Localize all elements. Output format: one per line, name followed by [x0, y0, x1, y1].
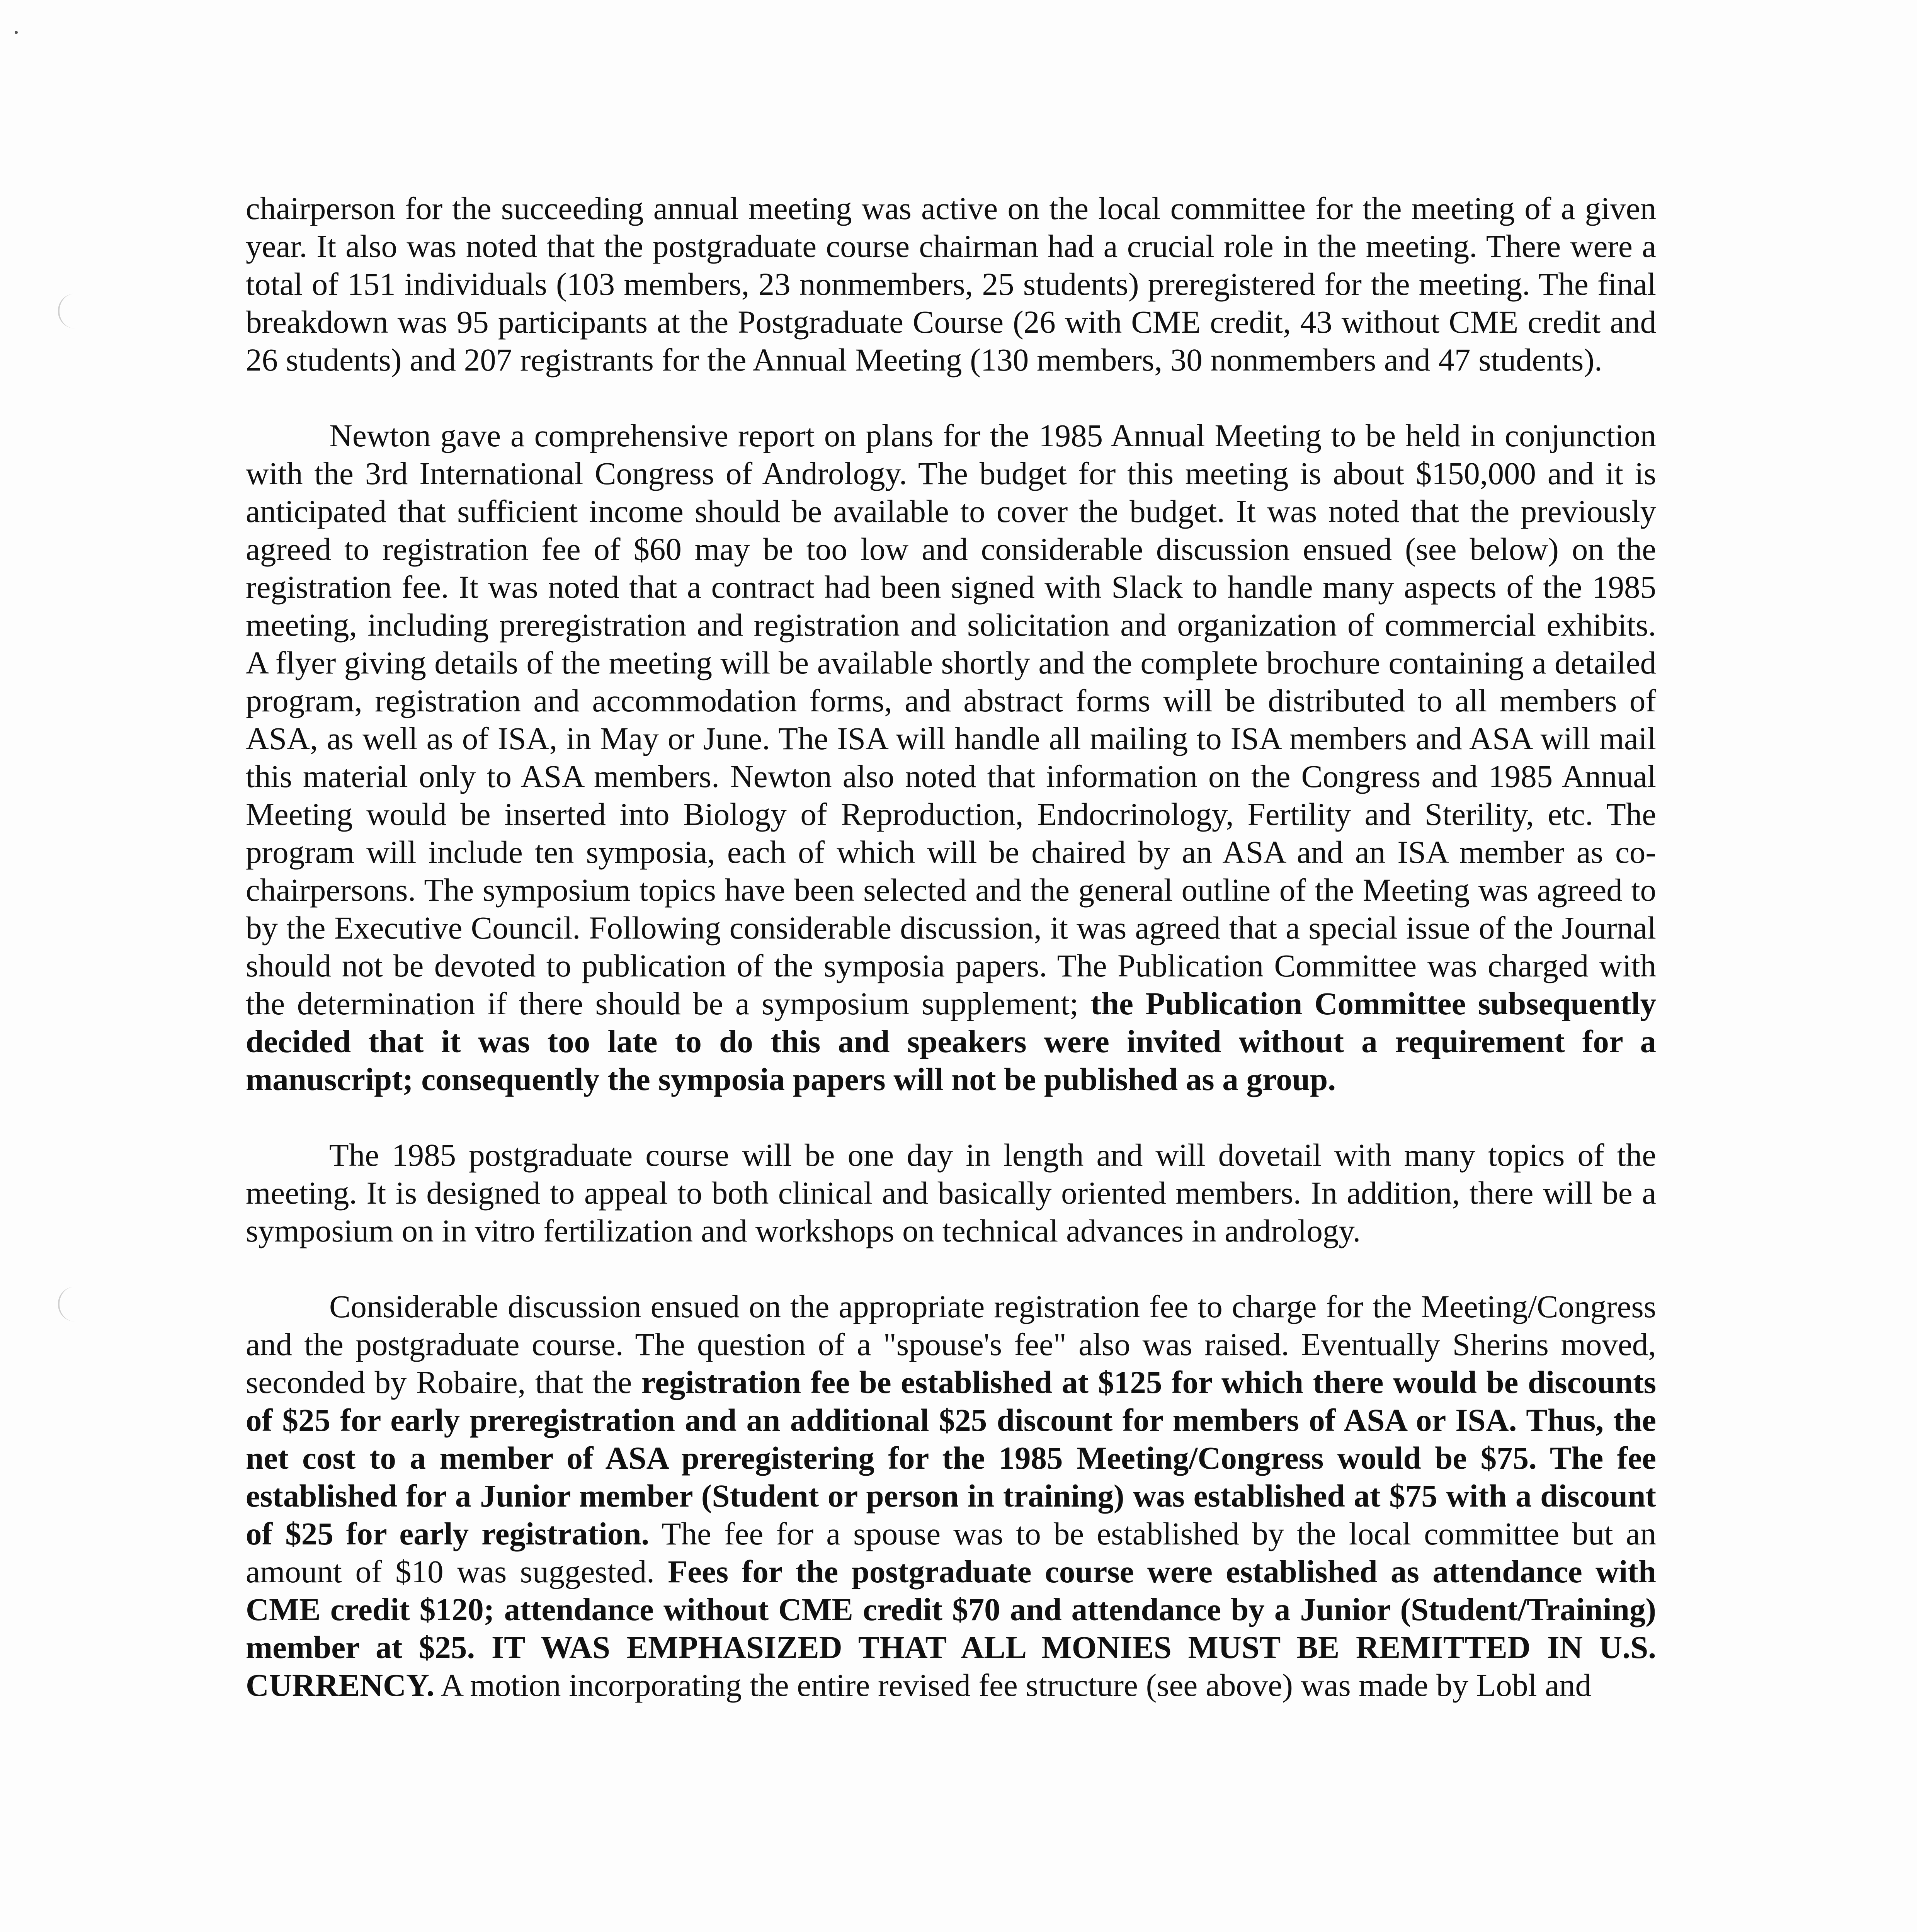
- scan-edge-mark: [58, 294, 75, 328]
- paragraph-4-text-b: The fee for a spouse was to be established by the local committee but an amount of $10 was suggested.: [246, 1516, 1656, 1589]
- speck: [15, 31, 18, 34]
- paragraph-4-text-a: Considerable discussion ensued on the appropriate registration fee to charge for the Meeting/Congress and the postgraduate course. The question of a "spouse's fee" also was raised. Eventually Sherins moved, seconded by Robaire, that the: [246, 1289, 1656, 1400]
- scan-edge-mark: [58, 1287, 75, 1321]
- paragraph-2-bold-text: the Publication Committee subsequently decided that it was too late to do this and speakers were invited without a requirement for a manuscript; consequently the symposia papers will not be published as a group.: [246, 986, 1657, 1097]
- paragraph-4: [246, 1287, 1656, 1704]
- paragraph-3: [246, 1136, 1656, 1250]
- paragraph-4-bold-a: registration fee be established at $125 for which there would be discounts of $25 for early preregistration and an additional $25 discount for members of ASA or ISA. Thus, the net cost to a member of ASA preregistering for the 1985 Meeting/Congress would be $75. The fee established for a Junior member (Student or person in training) was established at $75 with a discount of $25 for early registration.: [246, 1364, 1656, 1551]
- document-body: [246, 189, 1656, 1742]
- paragraph-1: [246, 189, 1656, 379]
- paragraph-3-text: The 1985 postgraduate course will be one day in length and will dovetail with many topics of the meeting. It is designed to appeal to both clinical and basically oriented members. In addition, there will be a symposium on in vitro fertilization and workshops on technical advances in andrology.: [246, 1137, 1656, 1248]
- paragraph-4-text-c: A motion incorporating the entire revised fee structure (see above) was made by Lobl and: [434, 1667, 1591, 1703]
- paragraph-2: [246, 417, 1656, 1098]
- paragraph-1-text: chairperson for the succeeding annual meeting was active on the local committee for the meeting of a given year. It also was noted that the postgraduate course chairman had a crucial role in the meeting. There were a total of 151 individuals (103 members, 23 nonmembers, 25 students) preregistered for the meeting. The final breakdown was 95 participants at the Postgraduate Course (26 with CME credit, 43 without CME credit and 26 students) and 207 registrants for the Annual Meeting (130 members, 30 nonmembers and 47 students).: [246, 190, 1656, 378]
- paragraph-4-bold-b: Fees for the postgraduate course were established as attendance with CME credit $120; attendance without CME credit $70 and attendance by a Junior (Student/Training) member at $25. IT WAS EMPHASIZED THAT ALL MONIES MUST BE REMITTED IN U.S. CURRENCY.: [246, 1554, 1656, 1703]
- paragraph-2-text: Newton gave a comprehensive report on plans for the 1985 Annual Meeting to be held in conjunction with the 3rd International Congress of Andrology. The budget for this meeting is about $150,000 and it is anticipated that sufficient income should be available to cover the budget. It was noted that the previously agreed to registration fee of $60 may be too low and considerable discussion ensued (see below) on the registration fee. It was noted that a contract had been signed with Slack to handle many aspects of the 1985 meeting, including preregistration and registration and solicitation and organization of commercial exhibits. A flyer giving details of the meeting will be available shortly and the complete brochure containing a detailed program, registration and accommodation forms, and abstract forms will be distributed to all members of ASA, as well as of ISA, in May or June. The ISA will handle all mailing to ISA members and ASA will mail this material only to ASA members. Newton also noted that information on the Congress and 1985 Annual Meeting would be inserted into Biology of Reproduction, Endocrinology, Fertility and Sterility, etc. The program will include ten symposia, each of which will be chaired by an ASA and an ISA member as co-chairpersons. The symposium topics have been selected and the general outline of the Meeting was agreed to by the Executive Council. Following considerable discussion, it was agreed that a special issue of the Journal should not be devoted to publication of the symposia papers. The Publication Committee was charged with the determination if there should be a symposium supplement;: [246, 418, 1656, 1021]
